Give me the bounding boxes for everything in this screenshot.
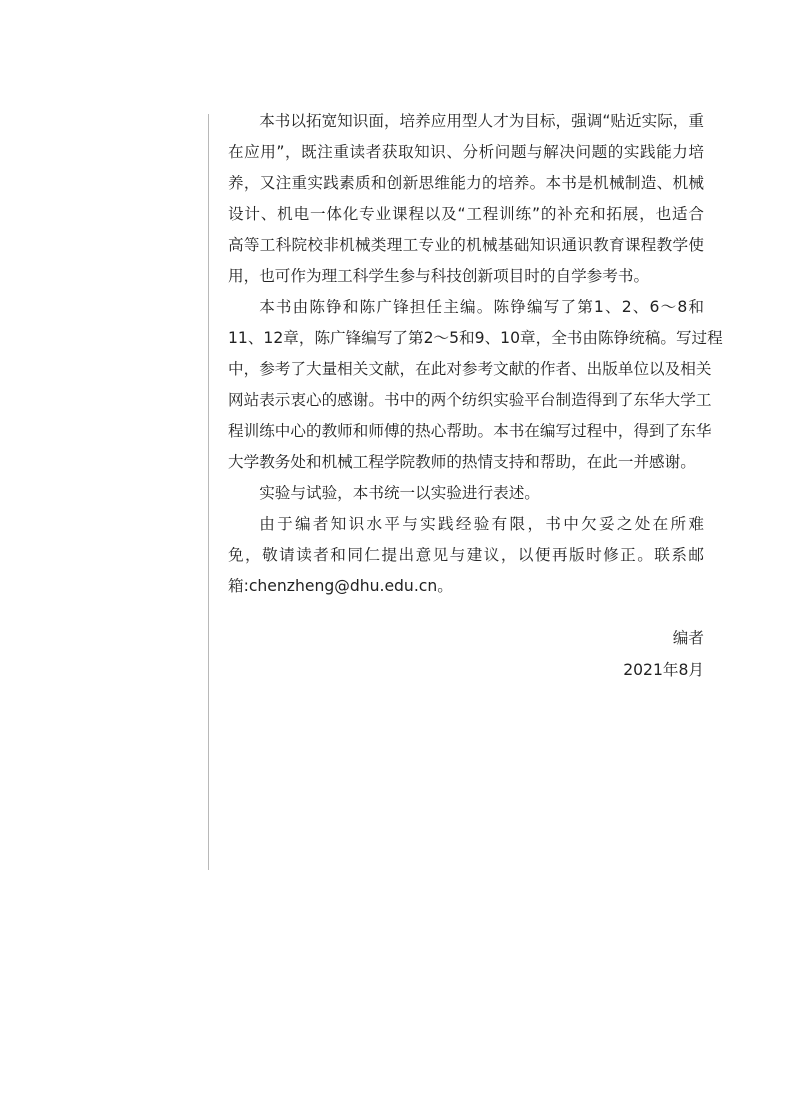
text-line: 养，又注重实践素质和创新思维能力的培养。本书是机械制造、机械: [228, 174, 704, 192]
text-line: 本书以拓宽知识面，培养应用型人才为目标，强调“贴近实际，重: [259, 112, 704, 130]
text-line: 在应用”，既注重读者获取知识、分析问题与解决问题的实践能力培: [228, 143, 704, 161]
text-line: 用，也可作为理工科学生参与科技创新项目时的自学参考书。: [228, 267, 650, 285]
signoff-date: 2021年8月: [623, 661, 704, 679]
margin-rule: [208, 114, 209, 870]
paragraph-2: [228, 292, 723, 478]
text-line: 大学教务处和机械工程学院教师的热情支持和帮助，在此一并感谢。: [228, 453, 696, 471]
text-line: 本书由陈铮和陈广锋担任主编。陈铮编写了第1、2、6～8和: [259, 298, 704, 316]
text-line: 设计、机电一体化专业课程以及“工程训练”的补充和拓展，也适合: [228, 205, 704, 223]
text-line: 由于编者知识水平与实践经验有限，书中欠妥之处在所难: [259, 515, 704, 533]
signoff-editor: 编者: [672, 629, 704, 647]
text-line: 高等工科院校非机械类理工专业的机械基础知识通识教育课程教学使: [228, 236, 704, 254]
text-line: 11、12章，陈广锋编写了第2～5和9、10章，全书由陈铮统稿。写过程: [228, 329, 723, 347]
paragraph-1: [228, 106, 704, 292]
paragraph-4: [228, 509, 704, 602]
preface-body: [228, 106, 723, 602]
text-line: 箱:chenzheng@dhu.edu.cn。: [228, 577, 453, 595]
text-line: 网站表示衷心的感谢。书中的两个纺织实验平台制造得到了东华大学工: [228, 391, 712, 409]
text-line: 程训练中心的教师和师傅的热心帮助。本书在编写过程中，得到了东华: [228, 422, 712, 440]
text-line: 实验与试验，本书统一以实验进行表述。: [259, 484, 540, 502]
text-line: 中，参考了大量相关文献，在此对参考文献的作者、出版单位以及相关: [228, 360, 712, 378]
paragraph-3: [228, 478, 704, 509]
text-line: 免，敬请读者和同仁提出意见与建议，以便再版时修正。联系邮: [228, 546, 704, 564]
